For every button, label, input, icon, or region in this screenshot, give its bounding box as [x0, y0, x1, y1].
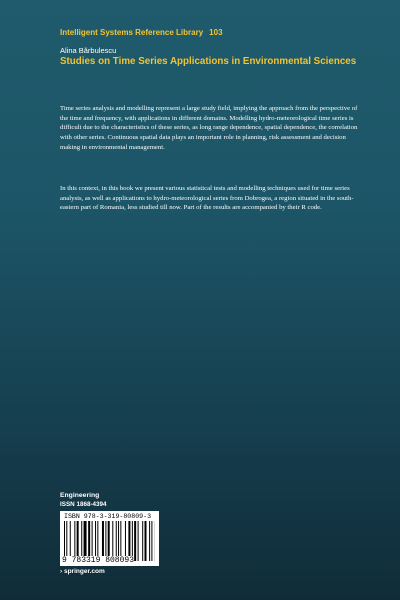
blurb-paragraph-1: Time series analysis and modelling represent a large study field, implying the approach from the perspective of the time and frequency, with applications in different domains. Modelling hydro-meteorological time series is difficult due to the characteristics of these series, as long range dependence, spatial dependence, the correlation with other series. Continuous spatial data plays an important role in planning, risk assessment and decision making in environmental management. [60, 105, 358, 151]
ean-digits: 9 783319 808093 [62, 556, 135, 565]
barcode-panel [60, 511, 159, 566]
publisher-website: › springer.com [60, 568, 105, 575]
series-name: Intelligent Systems Reference Library [60, 28, 204, 37]
book-title: Studies on Time Series Applications in Environmental Sciences [60, 56, 357, 67]
author-name: Alina Bărbulescu [60, 46, 117, 55]
subject-category: Engineering [60, 492, 100, 499]
isbn-text: ISBN 978-3-319-80809-3 [64, 513, 152, 520]
series-heading [60, 28, 223, 37]
series-volume: 103 [209, 28, 223, 37]
barcode-icon [64, 521, 155, 561]
blurb-paragraph-2: In this context, in this book we present various statistical tests and modelling techniques used for time series analysis, as well as applications to hydro-meteorological series from Dobrogea, a region situated in the south-eastern part of Romania, less studied till now. Part of the results are accompanied by their R code. [60, 185, 354, 212]
issn-number: ISSN 1868-4394 [60, 501, 107, 508]
